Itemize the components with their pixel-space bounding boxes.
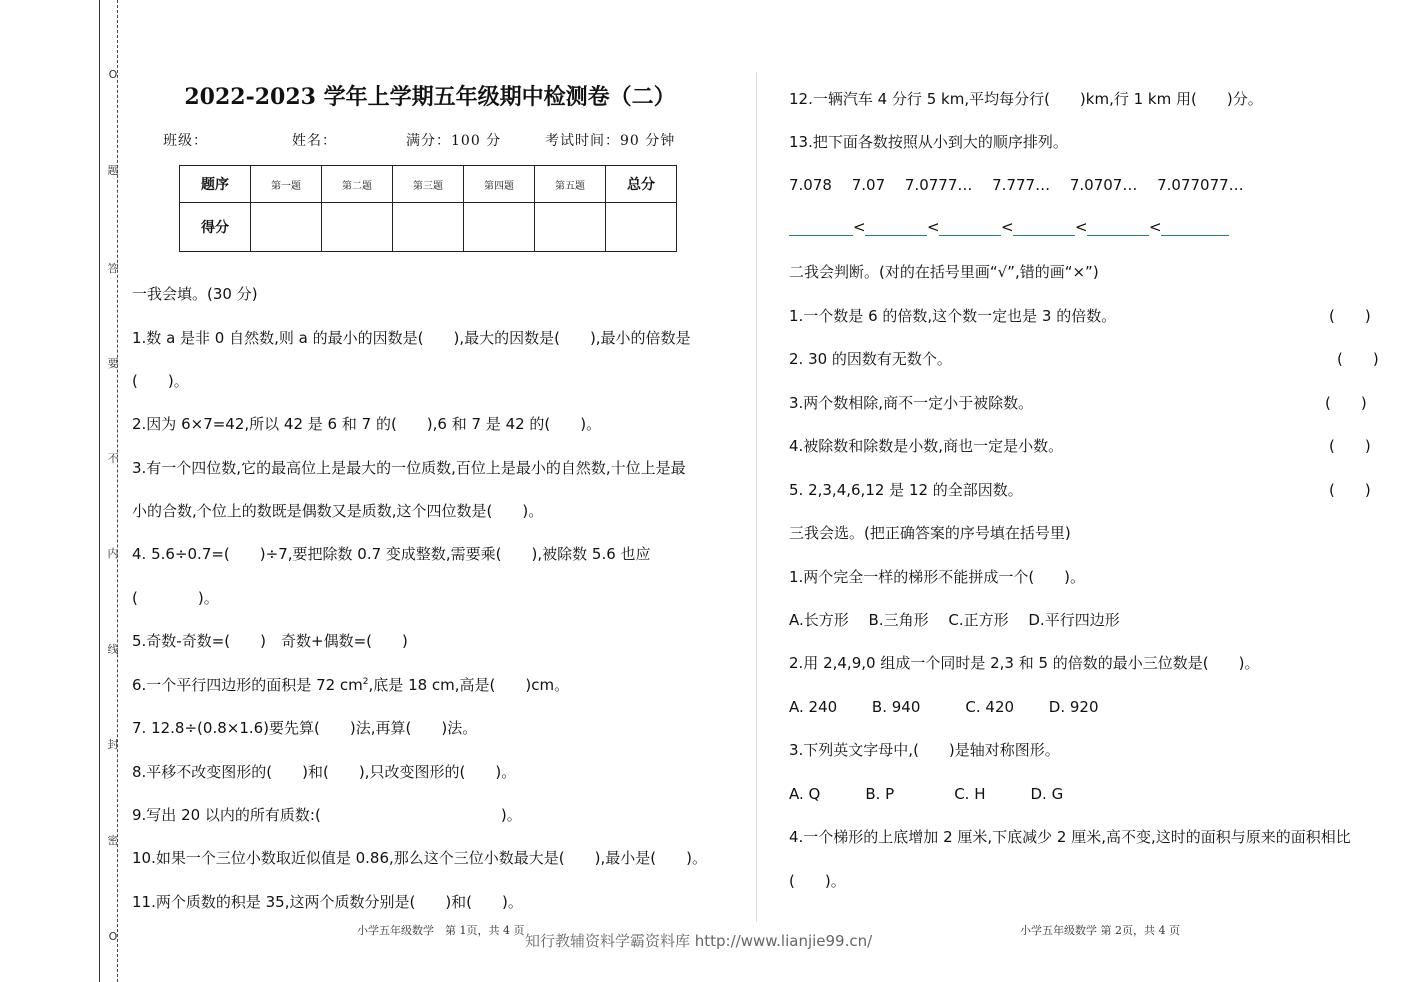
choice-question: 3.下列英文字母中,( )是轴对称图形。	[789, 741, 1060, 759]
judge-question: 3.两个数相除,商不一定小于被除数。	[789, 394, 1034, 412]
less-than-sign: <	[853, 218, 866, 236]
score-table-header: 题序	[180, 166, 251, 203]
question-text: 3.有一个四位数,它的最高位上是最大的一位质数,百位上是最小的自然数,十位上是最	[132, 459, 686, 477]
answer-parentheses[interactable]: ( )	[1329, 481, 1371, 499]
score-table-header: 总分	[606, 166, 677, 203]
less-than-sign: <	[927, 218, 940, 236]
less-than-sign: <	[1075, 218, 1088, 236]
choice-question: 1.两个完全一样的梯形不能拼成一个( )。	[789, 568, 1086, 586]
judge-question: 4.被除数和除数是小数,商也一定是小数。	[789, 437, 1064, 455]
ordering-blanks	[789, 218, 1229, 236]
name-label: 姓名：	[292, 133, 337, 149]
section-heading: 一我会填。(30 分)	[132, 285, 258, 303]
binding-char: 要	[107, 357, 119, 370]
answer-parentheses[interactable]: ( )	[1329, 307, 1371, 325]
binding-char: 题	[107, 164, 119, 177]
number-list: 7.078 7.07 7.0777… 7.777… 7.0707… 7.077077…	[789, 176, 1244, 194]
question-text: ( )。	[132, 372, 189, 390]
choice-options: A. 240 B. 940 C. 420 D. 920	[789, 698, 1099, 716]
score-table-header: 第一题	[251, 166, 322, 203]
answer-parentheses[interactable]: ( )	[1325, 394, 1367, 412]
less-than-sign: <	[1001, 218, 1014, 236]
choice-options: A. Q B. P C. H D. G	[789, 785, 1064, 803]
judge-question: 5. 2,3,4,6,12 是 12 的全部因数。	[789, 481, 1023, 499]
score-table-header: 第四题	[464, 166, 535, 203]
page-footer-right: 小学五年级数学 第 2页，共 4 页	[1020, 924, 1180, 937]
judge-question: 2. 30 的因数有无数个。	[789, 350, 952, 368]
answer-parentheses[interactable]: ( )	[1329, 437, 1371, 455]
section-heading: 二我会判断。(对的在括号里画“√”,错的画“×”)	[789, 263, 1099, 281]
score-cell[interactable]	[251, 203, 322, 252]
question-text: 10.如果一个三位小数取近似值是 0.86,那么这个三位小数最大是( ),最小是( )。	[132, 849, 707, 867]
question-text: 小的合数,个位上的数既是偶数又是质数,这个四位数是( )。	[132, 502, 544, 520]
score-cell[interactable]	[322, 203, 393, 252]
binding-char: 内	[107, 547, 119, 560]
score-cell[interactable]	[535, 203, 606, 252]
choice-options: A.长方形 B.三角形 C.正方形 D.平行四边形	[789, 611, 1120, 629]
answer-blank[interactable]	[939, 221, 1001, 236]
page-footer-left: 小学五年级数学 第 1页，共 4 页	[357, 924, 525, 937]
q6-text: 6.一个平行四边形的面积是 72 cm	[132, 676, 363, 694]
question-text: 9.写出 20 以内的所有质数:( )。	[132, 806, 522, 824]
question-text: ( )。	[132, 589, 219, 607]
score-table-header: 第五题	[535, 166, 606, 203]
score-label: 满分：100 分	[406, 133, 502, 149]
answer-blank[interactable]	[789, 221, 853, 236]
score-table	[179, 165, 677, 252]
score-cell[interactable]	[393, 203, 464, 252]
page-title: 2022-2023 学年上学期五年级期中检测卷（二）	[184, 84, 676, 110]
question-text: 8.平移不改变图形的( )和( ),只改变图形的( )。	[132, 763, 517, 781]
answer-blank[interactable]	[1013, 221, 1075, 236]
binding-margin-text	[106, 0, 120, 982]
choice-question: 4.一个梯形的上底增加 2 厘米,下底减少 2 厘米,高不变,这时的面积与原来的面积相比	[789, 828, 1351, 846]
question-text: 13.把下面各数按照从小到大的顺序排列。	[789, 133, 1068, 151]
watermark: 知行教辅资料学霸资料库 http://www.lianjie99.cn/	[525, 932, 873, 950]
question-text: 1.数 a 是非 0 自然数,则 a 的最小的因数是( ),最大的因数是( ),最小的倍数是	[132, 329, 691, 347]
question-text: 5.奇数-奇数=( ) 奇数+偶数=( )	[132, 632, 408, 650]
q6-superscript: 2	[362, 677, 369, 687]
column-divider	[756, 72, 757, 922]
time-label: 考试时间：90 分钟	[545, 133, 676, 149]
less-than-sign: <	[1149, 218, 1162, 236]
section-heading: 三我会选。(把正确答案的序号填在括号里)	[789, 524, 1071, 542]
score-row-label: 得分	[180, 203, 251, 252]
question-text: 7. 12.8÷(0.8×1.6)要先算( )法,再算( )法。	[132, 719, 478, 737]
class-label: 班级：	[163, 133, 208, 149]
question-text: 4. 5.6÷0.7=( )÷7,要把除数 0.7 变成整数,需要乘( ),被除数 5.6 也应	[132, 545, 651, 563]
choice-question: ( )。	[789, 872, 846, 890]
binding-char: O	[108, 68, 118, 81]
binding-char: O	[108, 930, 118, 943]
question-text	[132, 674, 569, 695]
binding-char: 答	[107, 262, 119, 275]
score-table-header: 第二题	[322, 166, 393, 203]
question-text: 11.两个质数的积是 35,这两个质数分别是( )和( )。	[132, 893, 523, 911]
binding-char: 密	[107, 834, 119, 847]
answer-parentheses[interactable]: ( )	[1337, 350, 1379, 368]
binding-line	[99, 0, 100, 982]
answer-blank[interactable]	[865, 221, 927, 236]
score-table-header: 第三题	[393, 166, 464, 203]
judge-question: 1.一个数是 6 的倍数,这个数一定也是 3 的倍数。	[789, 307, 1117, 325]
choice-question: 2.用 2,4,9,0 组成一个同时是 2,3 和 5 的倍数的最小三位数是( )。	[789, 654, 1260, 672]
answer-blank[interactable]	[1161, 221, 1229, 236]
question-text: 2.因为 6×7=42,所以 42 是 6 和 7 的( ),6 和 7 是 42 的( )。	[132, 415, 602, 433]
question-text: 12.一辆汽车 4 分行 5 km,平均每分行( )km,行 1 km 用( )分。	[789, 90, 1263, 108]
binding-char: 线	[107, 643, 119, 656]
score-cell[interactable]	[606, 203, 677, 252]
answer-blank[interactable]	[1087, 221, 1149, 236]
score-cell[interactable]	[464, 203, 535, 252]
q6-text-tail: ,底是 18 cm,高是( )cm。	[368, 676, 570, 694]
binding-char: 不	[107, 452, 119, 465]
binding-char: 封	[107, 738, 119, 751]
